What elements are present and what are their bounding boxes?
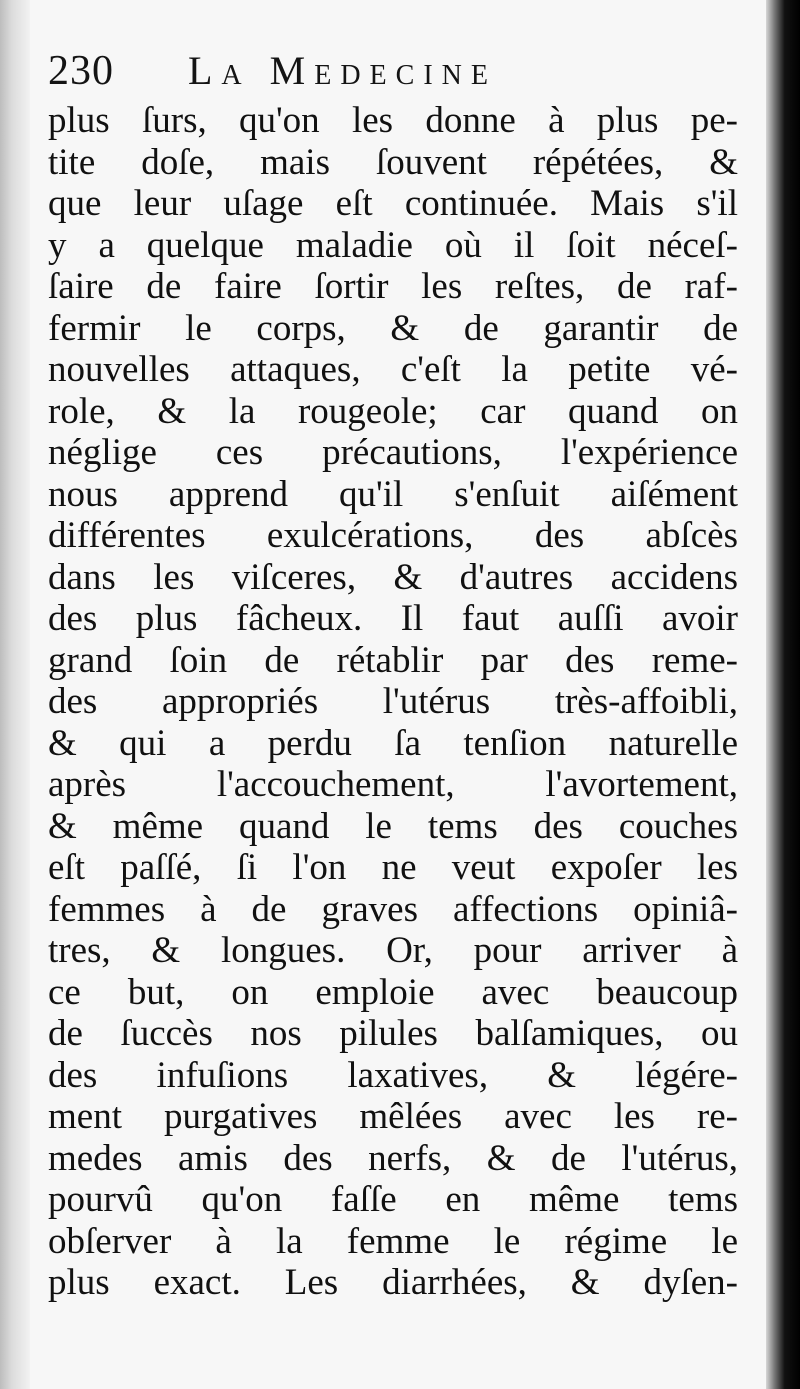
- text-line: grand ſoin de rétablir par des reme-: [48, 639, 738, 681]
- text-line: des appropriés l'utérus très-affoibli,: [48, 681, 738, 722]
- text-line: de ſuccès nos pilules balſamiques, ou: [48, 1013, 738, 1054]
- text-line: fermir le corps, & de garantir de: [48, 307, 738, 349]
- text-line: ce but, on emploie avec beaucoup: [48, 971, 738, 1013]
- body-text: [48, 100, 738, 1304]
- text-line: nouvelles attaques, c'eſt la petite vé-: [48, 349, 738, 390]
- text-line: obſerver à la femme le régime le: [48, 1220, 738, 1262]
- running-head: La Medecine: [188, 48, 497, 93]
- text-line: différentes exulcérations, des abſcès: [48, 515, 738, 556]
- scan-left-margin: [0, 0, 30, 1389]
- text-line: des infuſions laxatives, & légére-: [48, 1054, 738, 1096]
- text-line: des plus fâcheux. Il faut auſſi avoir: [48, 598, 738, 639]
- page-number: 230: [48, 48, 114, 94]
- text-line: femmes à de graves affections opiniâ-: [48, 888, 738, 930]
- text-line: tres, & longues. Or, pour arriver à: [48, 930, 738, 971]
- scan-binding-edge: [766, 0, 800, 1389]
- text-line: eſt paſſé, ſi l'on ne veut expoſer les: [48, 847, 738, 888]
- text-line: dans les viſceres, & d'autres accidens: [48, 556, 738, 598]
- text-line: role, & la rougeole; car quand on: [48, 390, 738, 432]
- text-line: pourvû qu'on faſſe en même tems: [48, 1179, 738, 1220]
- page-header: [48, 44, 738, 94]
- text-line: nous apprend qu'il s'enſuit aiſément: [48, 473, 738, 515]
- text-line: & qui a perdu ſa tenſion naturelle: [48, 722, 738, 764]
- text-line: ſaire de faire ſortir les reſtes, de raf-: [48, 266, 738, 307]
- text-line: plus exact. Les diarrhées, & dyſen-: [48, 1262, 738, 1303]
- text-line: y a quelque maladie où il ſoit néceſ-: [48, 224, 738, 266]
- page-sheet: [30, 0, 766, 1389]
- text-line: néglige ces précautions, l'expérience: [48, 432, 738, 473]
- text-line: après l'accouchement, l'avortement,: [48, 764, 738, 805]
- text-line: & même quand le tems des couches: [48, 805, 738, 847]
- text-line: ment purgatives mêlées avec les re-: [48, 1096, 738, 1137]
- text-line: plus ſurs, qu'on les donne à plus pe-: [48, 100, 738, 141]
- text-line: tite doſe, mais ſouvent répétées, &: [48, 141, 738, 183]
- text-line: que leur uſage eſt continuée. Mais s'il: [48, 183, 738, 224]
- text-line: medes amis des nerfs, & de l'utérus,: [48, 1137, 738, 1179]
